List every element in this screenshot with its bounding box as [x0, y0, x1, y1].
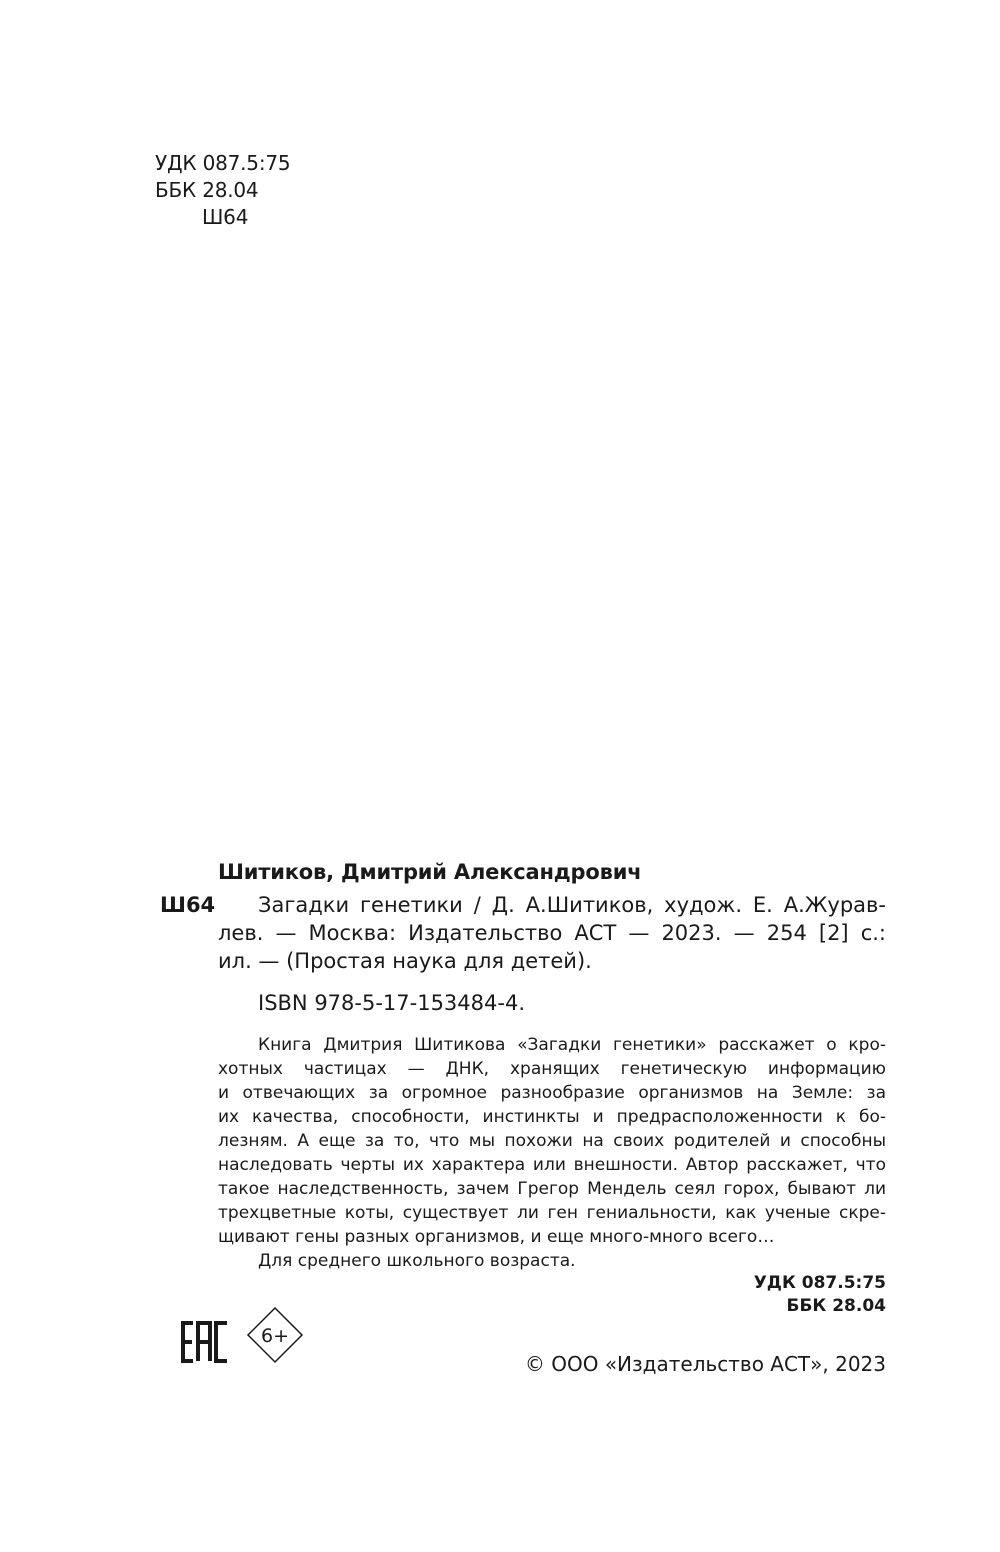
- annotation-line: такое наследственность, зачем Грегор Мендель сеял горох, бывают ли: [218, 1179, 886, 1199]
- annotation-line: наследовать черты их характера или внешности. Автор расскажет, что: [218, 1155, 886, 1175]
- annotation-line: Книга Дмитрия Шитикова «Загадки генетики» расскажет о кро-: [258, 1035, 886, 1055]
- record-line-3: ил. — (Простая наука для детей).: [218, 949, 592, 973]
- isbn: ISBN 978-5-17-153484-4.: [258, 991, 525, 1015]
- annotation-line: их качества, способности, инстинкты и предрасположенности к бо-: [218, 1107, 886, 1127]
- audience-note: Для среднего школьного возраста.: [258, 1251, 576, 1271]
- age-rating-text: 6+: [260, 1325, 290, 1347]
- annotation-line: хотных частицах — ДНК, хранящих генетическую информацию: [218, 1059, 886, 1079]
- top-bbk-code: ББК 28.04: [155, 178, 259, 202]
- age-rating-badge: [246, 1306, 304, 1364]
- annotation-line: и отвечающих за огромное разнообразие организмов на Земле: за: [218, 1083, 886, 1103]
- bottom-bbk-code: ББК 28.04: [786, 1296, 886, 1316]
- author-mark: Ш64: [160, 893, 216, 917]
- bottom-udk-code: УДК 087.5:75: [753, 1273, 886, 1293]
- record-line-2: лев. — Москва: Издательство АСТ — 2023. — 254 [2] с.:: [218, 921, 886, 945]
- bottom-codes: [754, 1272, 886, 1318]
- record-line-1: Загадки генетики / Д. А.Шитиков, худож. Е. А.Журав-: [258, 893, 886, 917]
- copyright: © ООО «Издательство АСТ», 2023: [524, 1352, 886, 1376]
- eac-conformity-icon: [180, 1320, 230, 1364]
- annotation-line: лезням. А еще за то, что мы похожи на своих родителей и способны: [218, 1131, 886, 1151]
- annotation-line: трехцветные коты, существует ли ген гениальности, как ученые скре-: [218, 1203, 886, 1223]
- top-author-mark: Ш64: [202, 205, 249, 229]
- top-udk-code: УДК 087.5:75: [155, 151, 291, 175]
- annotation: [218, 1033, 886, 1273]
- annotation-line: щивают гены разных организмов, и еще много-много всего…: [218, 1227, 775, 1247]
- author-heading: Шитиков, Дмитрий Александрович: [218, 860, 642, 884]
